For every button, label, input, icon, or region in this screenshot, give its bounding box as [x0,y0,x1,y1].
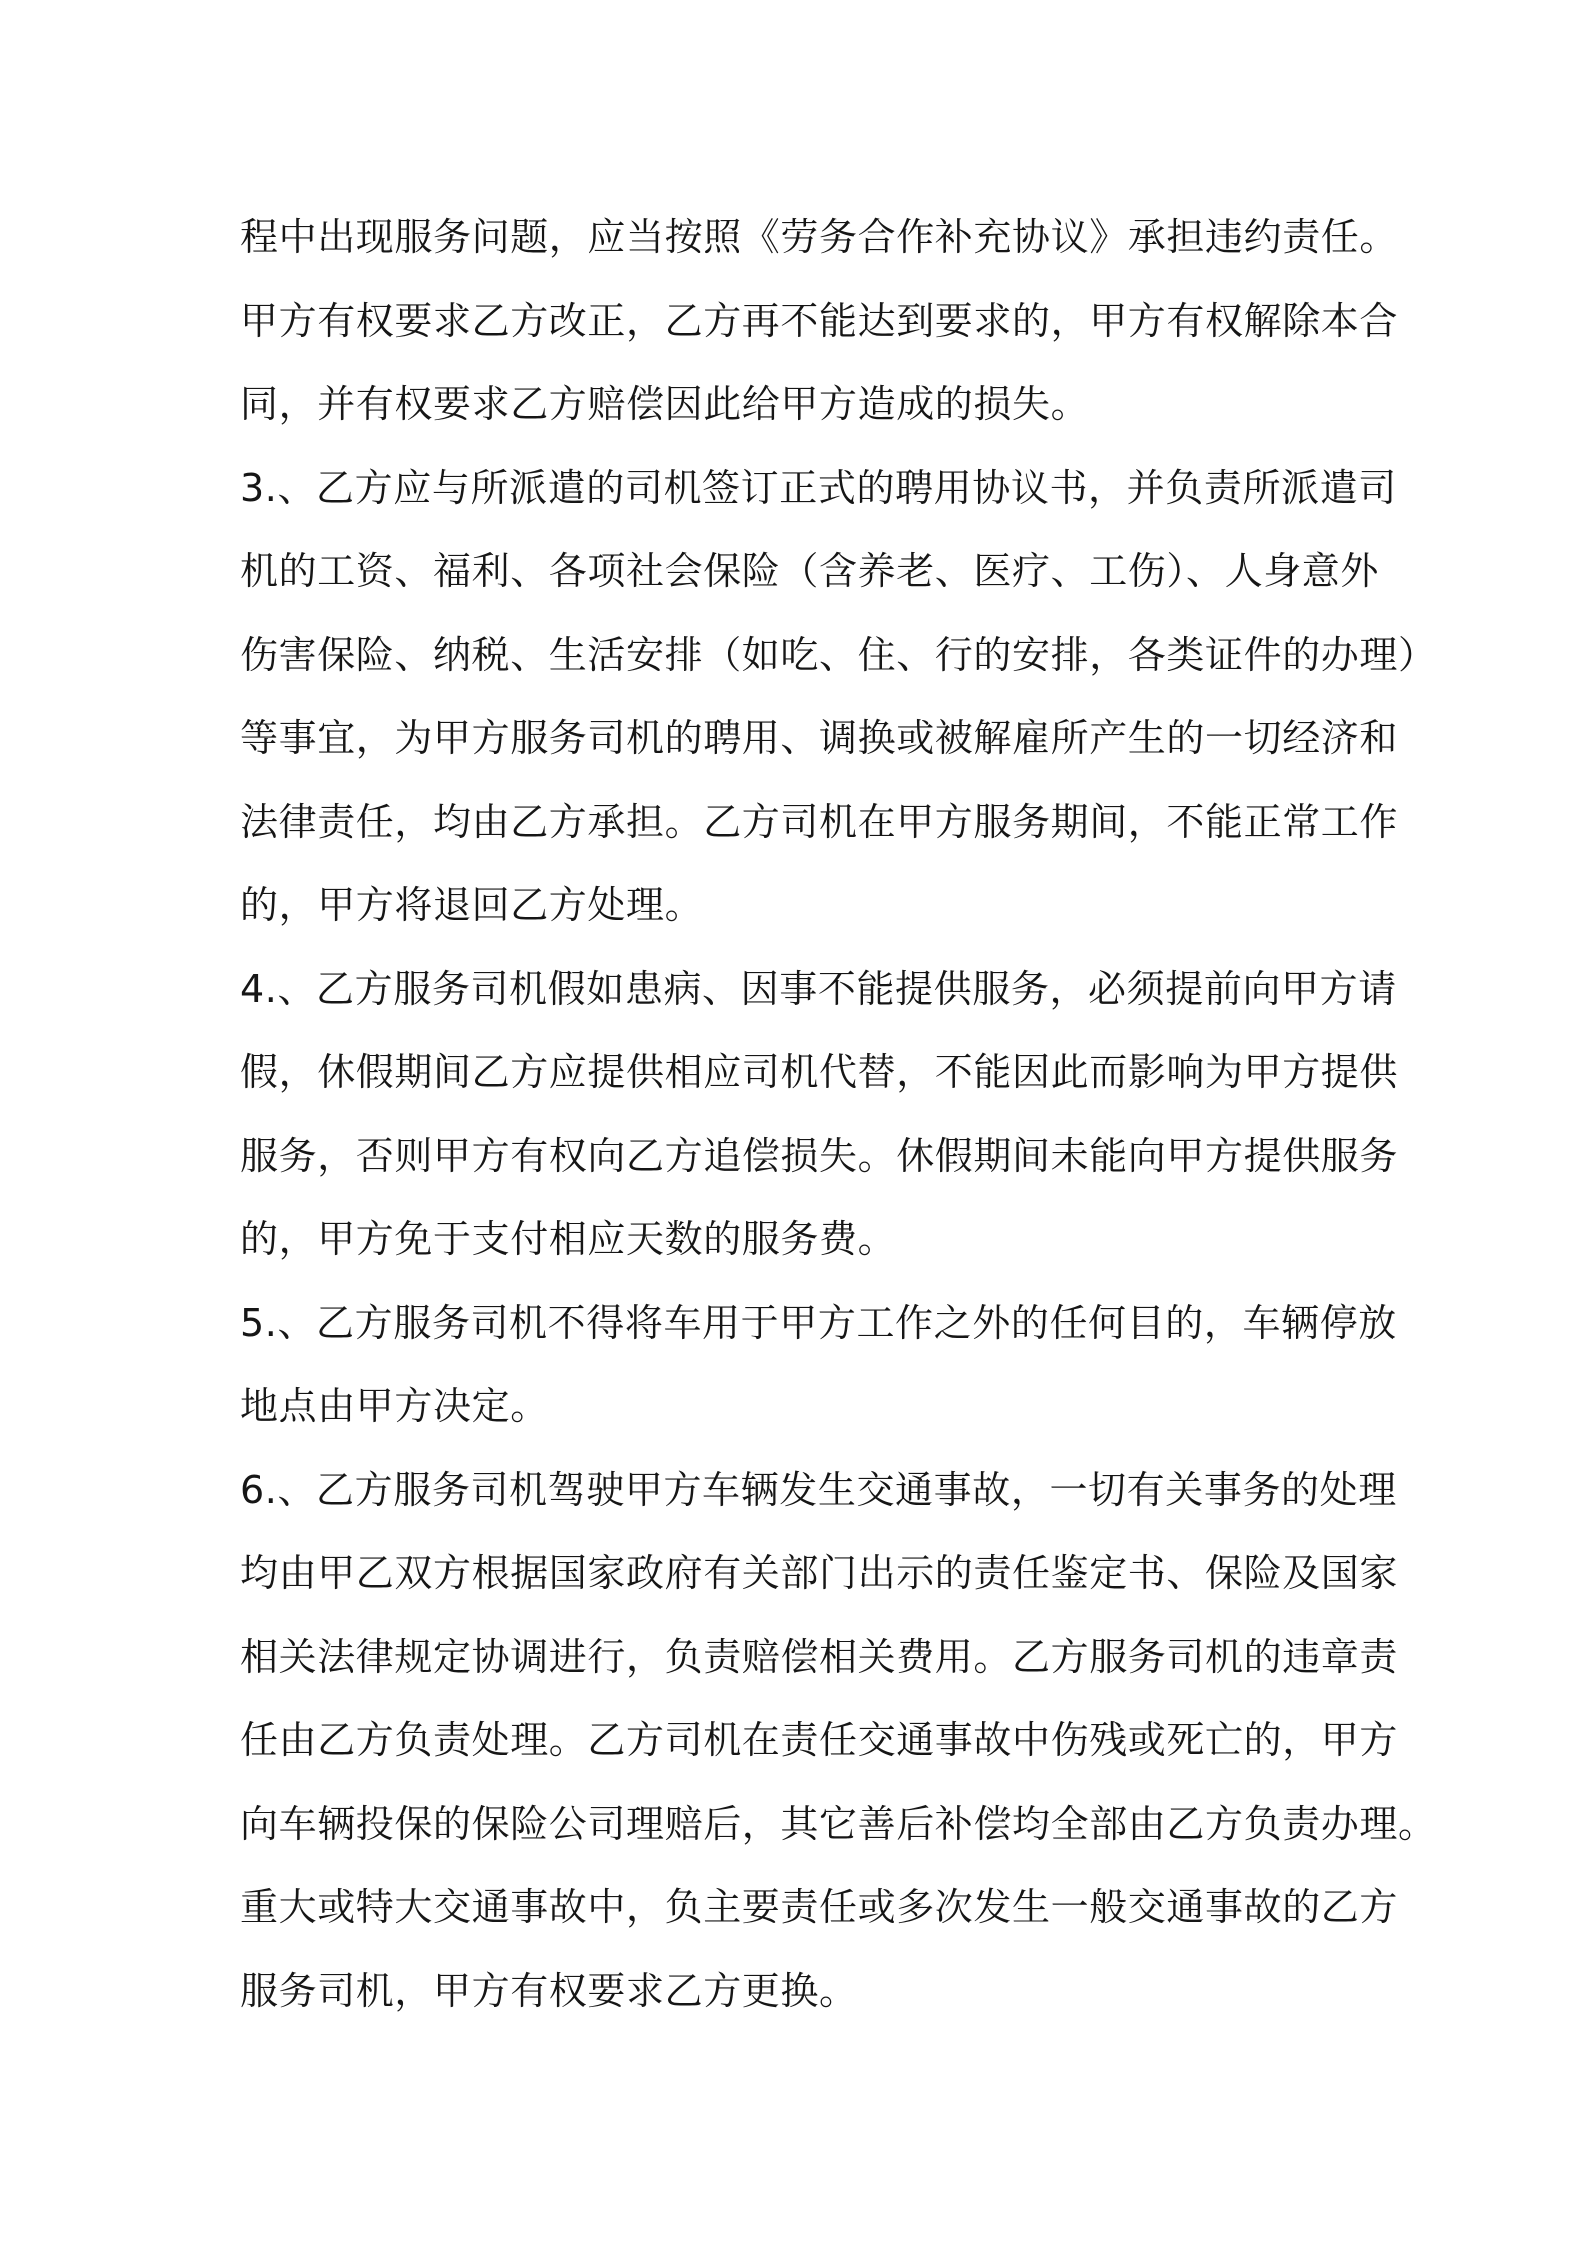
text-line: 相关法律规定协调进行，负责赔偿相关费用。乙方服务司机的违章责 [240,1634,1399,1679]
text-line: 的，甲方将退回乙方处理。 [240,883,704,927]
text-line: 向车辆投保的保险公司理赔后，其它善后补偿均全部由乙方负责办理。 [240,1801,1437,1846]
text-line: 法律责任，均由乙方承担。乙方司机在甲方服务期间，不能正常工作 [240,799,1399,844]
text-line: 服务司机，甲方有权要求乙方更换。 [240,1968,858,2013]
text-line: 任由乙方负责处理。乙方司机在责任交通事故中伤残或死亡的，甲方 [240,1718,1399,1762]
text-line: 同，并有权要求乙方赔偿因此给甲方造成的损失。 [240,382,1090,426]
clause-3-line: 3.、乙方应与所派遣的司机签订正式的聘用协议书，并负责所派遣司 [240,465,1397,510]
text-line: 程中出现服务问题，应当按照《劳务合作补充协议》承担违约责任。 [240,215,1399,259]
text-line: 地点由甲方决定。 [240,1384,549,1428]
text-line: 的，甲方免于支付相应天数的服务费。 [240,1217,897,1261]
text-line: 机的工资、福利、各项社会保险（含养老、医疗、工伤）、人身意外 [240,549,1380,593]
text-line: 重大或特大交通事故中，负主要责任或多次发生一般交通事故的乙方 [240,1885,1399,1929]
contract-text [240,196,1437,2033]
text-line: 甲方有权要求乙方改正，乙方再不能达到要求的，甲方有权解除本合 [240,298,1399,343]
text-line: 伤害保险、纳税、生活安排（如吃、住、行的安排，各类证件的办理） [240,632,1437,677]
text-line: 均由甲乙双方根据国家政府有关部门出示的责任鉴定书、保险及国家 [240,1551,1399,1595]
text-line: 服务，否则甲方有权向乙方追偿损失。休假期间未能向甲方提供服务 [240,1133,1399,1178]
text-line: 假，休假期间乙方应提供相应司机代替，不能因此而影响为甲方提供 [240,1050,1399,1094]
text-line: 等事宜，为甲方服务司机的聘用、调换或被解雇所产生的一切经济和 [240,716,1399,760]
clause-4-line: 4.、乙方服务司机假如患病、因事不能提供服务，必须提前向甲方请 [240,966,1397,1011]
clause-5-line: 5.、乙方服务司机不得将车用于甲方工作之外的任何目的，车辆停放 [240,1300,1397,1345]
clause-6-line: 6.、乙方服务司机驾驶甲方车辆发生交通事故，一切有关事务的处理 [240,1467,1397,1512]
